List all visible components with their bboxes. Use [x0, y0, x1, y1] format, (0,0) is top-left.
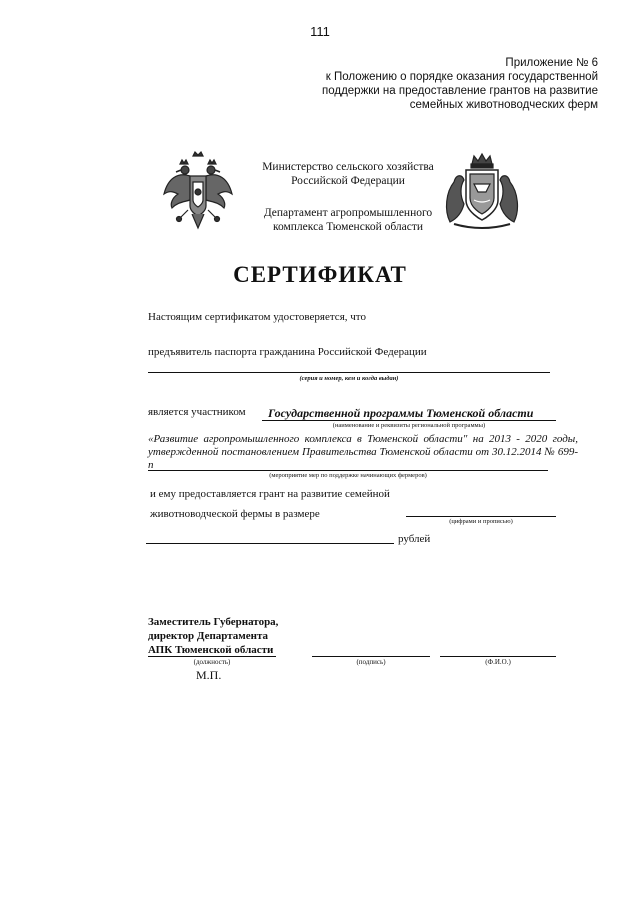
page-number: 111: [310, 24, 330, 39]
appendix-line: поддержки на предоставление грантов на развитие: [321, 85, 598, 97]
certifies-text: Настоящим сертификатом удостоверяется, что: [148, 311, 366, 323]
passport-caption: (серия и номер, кем и когда выдан): [299, 375, 399, 382]
appendix-note: [278, 56, 598, 112]
measure-line: [148, 470, 548, 471]
stamp-place: М.П.: [196, 668, 222, 682]
tyumen-region-coat-of-arms-icon: [440, 152, 524, 232]
measure-caption: (мероприятие мер по поддержке начинающих фермеров): [269, 472, 427, 479]
name-caption: (Ф.И.О.): [485, 658, 511, 666]
appendix-line: Приложение № 6: [505, 57, 598, 69]
signature-caption: (подпись): [356, 658, 386, 666]
passport-line: [148, 372, 550, 373]
issuer-block: [248, 160, 448, 234]
amount-caption: (цифрами и прописью): [449, 518, 513, 525]
signer-line: АПК Тюменской области: [148, 644, 274, 656]
grant-text-line1: и ему предоставляется грант на развитие семейной: [150, 488, 390, 500]
department-line: комплекса Тюменской области: [272, 221, 424, 233]
participant-text: является участником: [148, 406, 246, 418]
position-line: [148, 656, 276, 657]
appendix-line: к Положению о порядке оказания государственной: [325, 71, 598, 83]
program-name-line: [262, 420, 556, 421]
ministry-line: Министерство сельского хозяйства: [262, 161, 434, 173]
signature-line: [312, 656, 430, 657]
appendix-line: семейных животноводческих ферм: [409, 99, 598, 111]
russia-coat-of-arms-icon: [160, 150, 236, 232]
amount-line: [406, 516, 556, 517]
currency-label: рублей: [398, 533, 431, 545]
certificate-title: СЕРТИФИКАТ: [233, 262, 407, 287]
department-line: Департамент агропромышленного: [263, 207, 433, 219]
signer-line: Заместитель Губернатора,: [148, 616, 279, 628]
ministry-line: Российской Федерации: [291, 175, 405, 187]
signer-line: директор Департамента: [148, 630, 269, 642]
program-details: «Развитие агропромышленного комплекса в Тюменской области" на 2013 - 2020 годы, утвержденной постановлением Правительства Тюменской области от 30.12.2014 № 699-п: [148, 433, 578, 471]
signer-position: [148, 615, 278, 657]
amount-words-line: [146, 543, 394, 544]
grant-text-line2: животноводческой фермы в размере: [150, 508, 320, 520]
position-caption: (должность): [193, 658, 231, 666]
bearer-text: предъявитель паспорта гражданина Российской Федерации: [148, 346, 427, 358]
name-line: [440, 656, 556, 657]
program-caption: (наименование и реквизиты региональной программы): [332, 422, 486, 429]
program-name: Государственной программы Тюменской области: [268, 406, 534, 420]
